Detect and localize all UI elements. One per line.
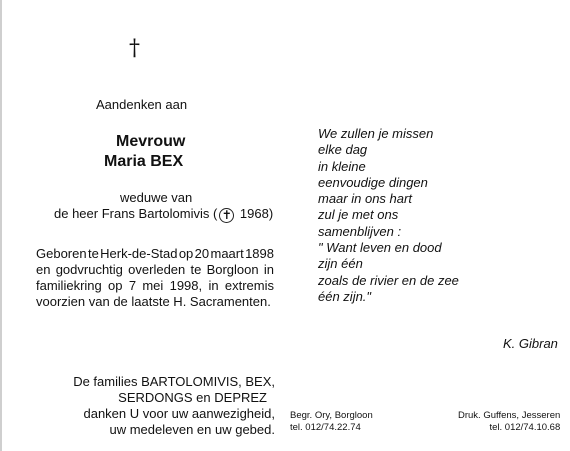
bio-word: 1898 [245, 246, 274, 261]
funeral-home-info [290, 410, 373, 434]
poem-line: eenvoudige dingen [318, 174, 428, 190]
bio-word: maart [210, 246, 244, 261]
thanks-line: danken U voor uw aanwezigheid, [83, 406, 275, 421]
deceased-name: Maria BEX [104, 153, 184, 170]
poem-author: K. Gibran [503, 336, 558, 351]
bio-word: 20 [194, 246, 210, 261]
bio-word: godvruchtig [55, 262, 123, 277]
bio-word: in [263, 262, 274, 277]
family-thanks [50, 374, 275, 438]
poem-line: zijn één [318, 256, 363, 272]
poem-line: zul je met ons [318, 207, 399, 223]
bio-word: op [178, 246, 194, 261]
funeral-home-name: Begr. Ory, Borgloon [290, 410, 373, 421]
poem-line: in kleine [318, 158, 366, 174]
poem-line: We zullen je missen [318, 126, 434, 141]
printer-tel: tel. 012/74.10.68 [489, 422, 561, 433]
bio-word: te [190, 262, 202, 277]
death-cross-icon: ✝ [219, 208, 234, 223]
intro-text: Aandenken aan [96, 97, 188, 112]
bio-word: 1998, [169, 278, 203, 293]
bio-word: in [208, 278, 219, 293]
bio-line [36, 262, 274, 278]
thanks-line: De families BARTOLOMIVIS, BEX, [73, 374, 275, 389]
poem-line: elke dag [318, 142, 368, 158]
bio-word: mei [142, 278, 164, 293]
bio-line [36, 246, 274, 262]
poem-line: " Want leven en dood [318, 240, 442, 256]
widow-line-2-suffix: 1968) [236, 206, 274, 221]
bio-word: Borgloon [206, 262, 259, 277]
bio-word: Geboren [36, 246, 87, 261]
bio-line [36, 278, 274, 294]
poem-line: samenblijven : [318, 223, 402, 239]
bio-word: Herk-de-Stad [100, 246, 178, 261]
title-text: Mevrouw [116, 133, 186, 150]
funeral-home-tel: tel. 012/74.22.74 [290, 422, 361, 433]
bio-word: te [87, 246, 99, 261]
poem-line: zoals de rivier en de zee [318, 272, 459, 288]
widow-line-2-prefix: de heer Frans Bartolomivis ( [54, 206, 218, 221]
poem [318, 126, 459, 305]
biography [36, 246, 274, 310]
bio-word: familiekring [36, 278, 102, 293]
bio-word: op [108, 278, 123, 293]
thanks-line: SERDONGS en DEPREZ [118, 390, 267, 405]
widow-line-2 [54, 206, 273, 223]
bio-line: voorzien van de laatste H. Sacramenten. [36, 294, 271, 309]
bio-word: overleden [128, 262, 186, 277]
printer-name: Druk. Guffens, Jesseren [458, 410, 561, 421]
bio-word: 7 [128, 278, 137, 293]
poem-line: één zijn." [318, 288, 372, 304]
bio-word: en [36, 262, 51, 277]
bio-word: extremis [224, 278, 274, 293]
cross-icon: † [129, 36, 140, 61]
thanks-line: uw medeleven en uw gebed. [109, 422, 275, 437]
poem-line: maar in ons hart [318, 191, 412, 207]
printer-info [458, 410, 560, 434]
widow-line-1: weduwe van [120, 190, 193, 205]
